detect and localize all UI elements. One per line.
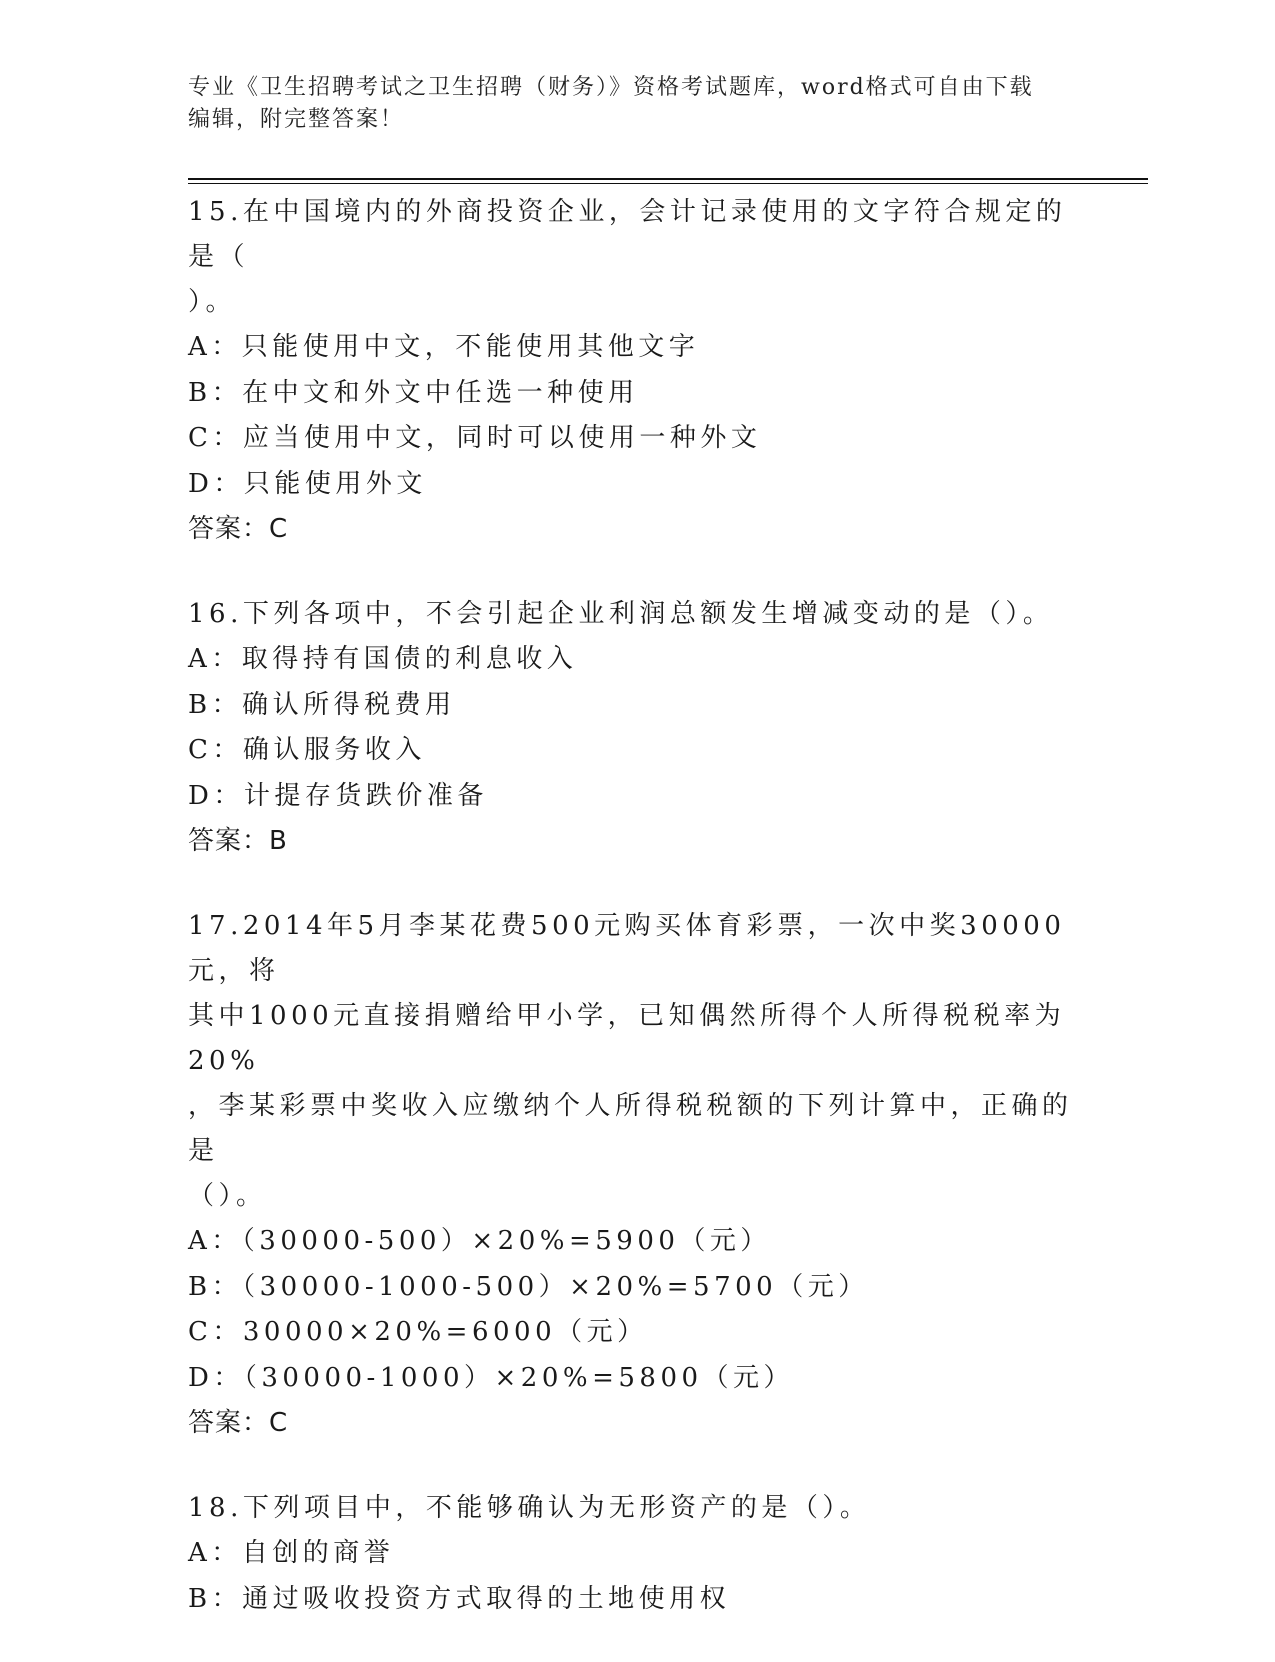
option-d: D：计提存货跌价准备 [188, 780, 488, 811]
option-a: A：取得持有国债的利息收入 [188, 644, 578, 674]
question-stem-line: 其中1000元直接捐赠给甲小学，已知偶然所得个人所得税税率为20% [188, 1001, 1066, 1076]
question-18 [188, 1486, 1088, 1622]
question-list [188, 190, 1088, 1662]
document-header [188, 72, 1068, 136]
option-b: B：在中文和外文中任选一种使用 [188, 377, 639, 408]
question-stem-line: 16.下列各项中，不会引起企业利润总额发生增减变动的是（）。 [188, 599, 1054, 629]
option-a: A：自创的商誉 [188, 1538, 395, 1568]
question-stem-line: ，李某彩票中奖收入应缴纳个人所得税税额的下列计算中，正确的是 [188, 1091, 1073, 1166]
question-stem-line: 17.2014年5月李某花费500元购买体育彩票，一次中奖30000元，将 [188, 911, 1066, 986]
question-stem-line: （）。 [188, 1181, 267, 1211]
option-b: B：（30000-1000-500）×20%=5700（元） [188, 1271, 869, 1302]
option-d: D：（30000-1000）×20%=5800（元） [188, 1362, 795, 1393]
question-15 [188, 190, 1088, 552]
option-a: A：只能使用中文，不能使用其他文字 [188, 332, 700, 362]
option-a: A：（30000-500）×20%=5900（元） [188, 1226, 771, 1256]
answer: 答案：C [188, 1408, 289, 1438]
option-c: C：应当使用中文，同时可以使用一种外文 [188, 423, 762, 453]
question-stem-line: ）。 [188, 287, 237, 317]
header-line-1: 专业《卫生招聘考试之卫生招聘（财务）》资格考试题库，word格式可自由下载 [188, 75, 1034, 100]
header-line-2: 编辑，附完整答案！ [188, 107, 405, 132]
question-17 [188, 904, 1088, 1446]
option-b: B：通过吸收投资方式取得的土地使用权 [188, 1583, 731, 1614]
question-stem-line: 18.下列项目中，不能够确认为无形资产的是（）。 [188, 1493, 871, 1523]
answer: 答案：C [188, 514, 289, 544]
question-16 [188, 592, 1088, 864]
option-c: C：30000×20%=6000（元） [188, 1317, 648, 1347]
option-b: B：确认所得税费用 [188, 689, 456, 720]
question-stem-line: 15.在中国境内的外商投资企业，会计记录使用的文字符合规定的是（ [188, 197, 1067, 272]
header-divider-thin [188, 183, 1148, 184]
option-c: C：确认服务收入 [188, 735, 426, 765]
header-divider-thick [188, 178, 1148, 180]
option-d: D：只能使用外文 [188, 468, 427, 499]
answer: 答案：B [188, 826, 288, 856]
